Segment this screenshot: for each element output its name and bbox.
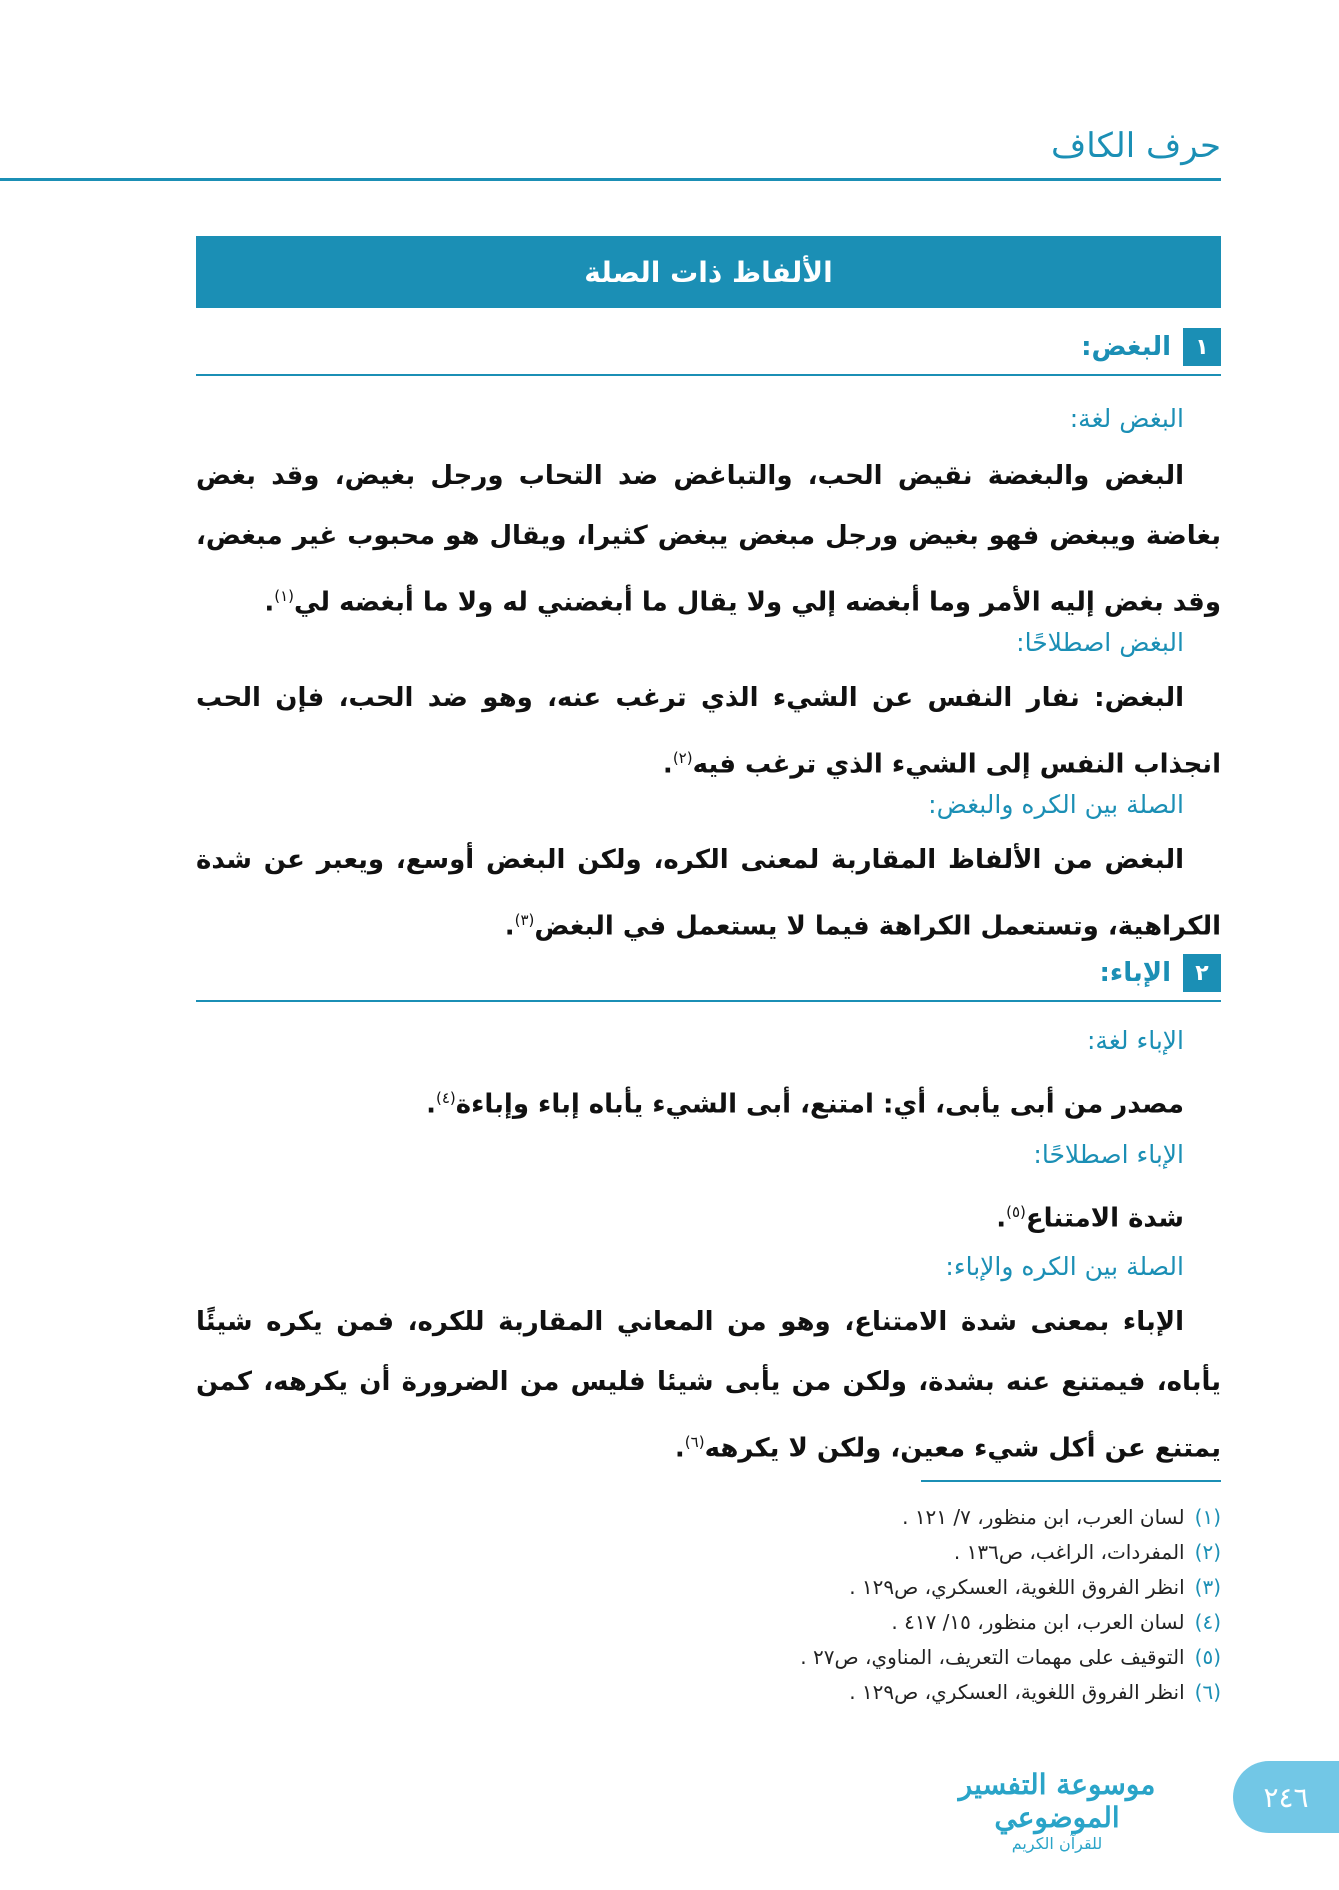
subheading-term: الإباء اصطلاحًا: — [1033, 1140, 1184, 1169]
chapter-title: حرف الكاف — [1050, 126, 1221, 166]
period: . — [996, 1203, 1007, 1234]
footnote — [521, 1535, 1221, 1570]
footnote-ref: (٥) — [1006, 1203, 1026, 1221]
subheading-lang: الإباء لغة: — [1087, 1026, 1184, 1055]
period: . — [674, 1433, 685, 1464]
series-logo-title: موسوعة التفسير الموضوعي — [958, 1768, 1156, 1834]
header-rule — [0, 178, 1221, 181]
footnote-ref: (٤) — [435, 1089, 456, 1107]
period: . — [426, 1089, 436, 1120]
paragraph-text: شدة الامتناع — [1025, 1203, 1184, 1234]
footnote-ref: (٣) — [514, 911, 535, 929]
footnote-number: (٤) — [1194, 1610, 1221, 1634]
paragraph-text: البغض والبغضة نقيض الحب، والتباغض ضد التحاب ورجل بغيض، وقد بغض بغاضة ويبغض فهو بغيض ورجل مبغض يبغض كثيرا، ويقال هو محبوب غير مبغض، وقد بغض إليه الأمر وما أبغضه إلي ولا يقال ما أبغضني له ولا ما أبغضه لي — [196, 461, 1221, 618]
item-title: الإباء: — [1099, 958, 1171, 988]
paragraph-text: البغض: نفار النفس عن الشيء الذي ترغب عنه، وهو ضد الحب، فإن الحب انجذاب النفس إلى الشيء الذي ترغب فيه — [196, 683, 1221, 780]
series-logo-subtitle: للقرآن الكريم — [1011, 1834, 1103, 1853]
footnote-text: التوقيف على مهمات التعريف، المناوي، ص٢٧ . — [800, 1645, 1185, 1669]
item-title: البغض: — [1081, 332, 1171, 362]
subheading-lang: البغض لغة: — [1069, 404, 1184, 433]
paragraph-text: مصدر من أبى يأبى، أي: امتنع، أبى الشيء يأباه إباء وإباءة — [455, 1089, 1184, 1120]
footnote — [521, 1675, 1221, 1710]
paragraph-relation — [196, 1292, 1221, 1479]
footnote-text: انظر الفروق اللغوية، العسكري، ص١٢٩ . — [849, 1680, 1185, 1704]
item-number-badge: ١ — [1183, 328, 1221, 366]
item-rule — [196, 1000, 1221, 1002]
paragraph-term — [196, 668, 1221, 795]
subheading-term: البغض اصطلاحًا: — [1016, 628, 1184, 657]
item-number-badge: ٢ — [1183, 954, 1221, 992]
subheading-relation: الصلة بين الكره والبغض: — [928, 790, 1184, 819]
period: . — [504, 911, 515, 942]
footnote — [521, 1570, 1221, 1605]
footnote-rule — [921, 1480, 1221, 1482]
paragraph-lang — [196, 446, 1221, 633]
footnote-number: (٥) — [1194, 1645, 1221, 1669]
paragraph-relation — [196, 830, 1221, 957]
footnote-text: لسان العرب، ابن منظور، ٧/ ١٢١ . — [902, 1505, 1185, 1529]
footnote — [521, 1605, 1221, 1640]
page-number: ٢٤٦ — [1263, 1780, 1309, 1814]
page-number-badge — [1233, 1761, 1339, 1833]
footnote-text: انظر الفروق اللغوية، العسكري، ص١٢٩ . — [849, 1575, 1185, 1599]
period: . — [662, 749, 673, 780]
footnote — [521, 1640, 1221, 1675]
item-heading-2 — [196, 951, 1221, 995]
footnote — [521, 1500, 1221, 1535]
paragraph-text: البغض من الألفاظ المقاربة لمعنى الكره، ولكن البغض أوسع، ويعبر عن شدة الكراهية، وتستعمل الكراهة فيما لا يستعمل في البغض — [196, 845, 1221, 942]
section-title: الألفاظ ذات الصلة — [584, 255, 833, 289]
footnote-number: (٢) — [1194, 1540, 1221, 1564]
footnote-ref: (٢) — [672, 749, 693, 767]
section-banner — [196, 236, 1221, 308]
footnote-ref: (٦) — [684, 1433, 705, 1451]
footnote-text: لسان العرب، ابن منظور، ١٥/ ٤١٧ . — [891, 1610, 1185, 1634]
item-heading-1 — [196, 325, 1221, 369]
footnote-number: (١) — [1194, 1505, 1221, 1529]
item-rule — [196, 374, 1221, 376]
footnote-ref: (١) — [274, 587, 294, 605]
footnote-text: المفردات، الراغب، ص١٣٦ . — [953, 1540, 1185, 1564]
paragraph-lang — [196, 1068, 1221, 1135]
footnote-number: (٦) — [1194, 1680, 1221, 1704]
footnote-number: (٣) — [1194, 1575, 1221, 1599]
paragraph-text: الإباء بمعنى شدة الامتناع، وهو من المعاني المقاربة للكره، فمن يكره شيئًا يأباه، فيمتنع عنه بشدة، ولكن من يأبى شيئا فليس من الضرورة أن يكرهه، كمن يمتنع عن أكل شيء معين، ولكن لا يكرهه — [196, 1307, 1221, 1464]
subheading-relation: الصلة بين الكره والإباء: — [945, 1252, 1184, 1281]
footnotes — [521, 1500, 1221, 1710]
period: . — [264, 587, 275, 618]
paragraph-term — [196, 1182, 1221, 1249]
series-logo — [932, 1768, 1182, 1858]
